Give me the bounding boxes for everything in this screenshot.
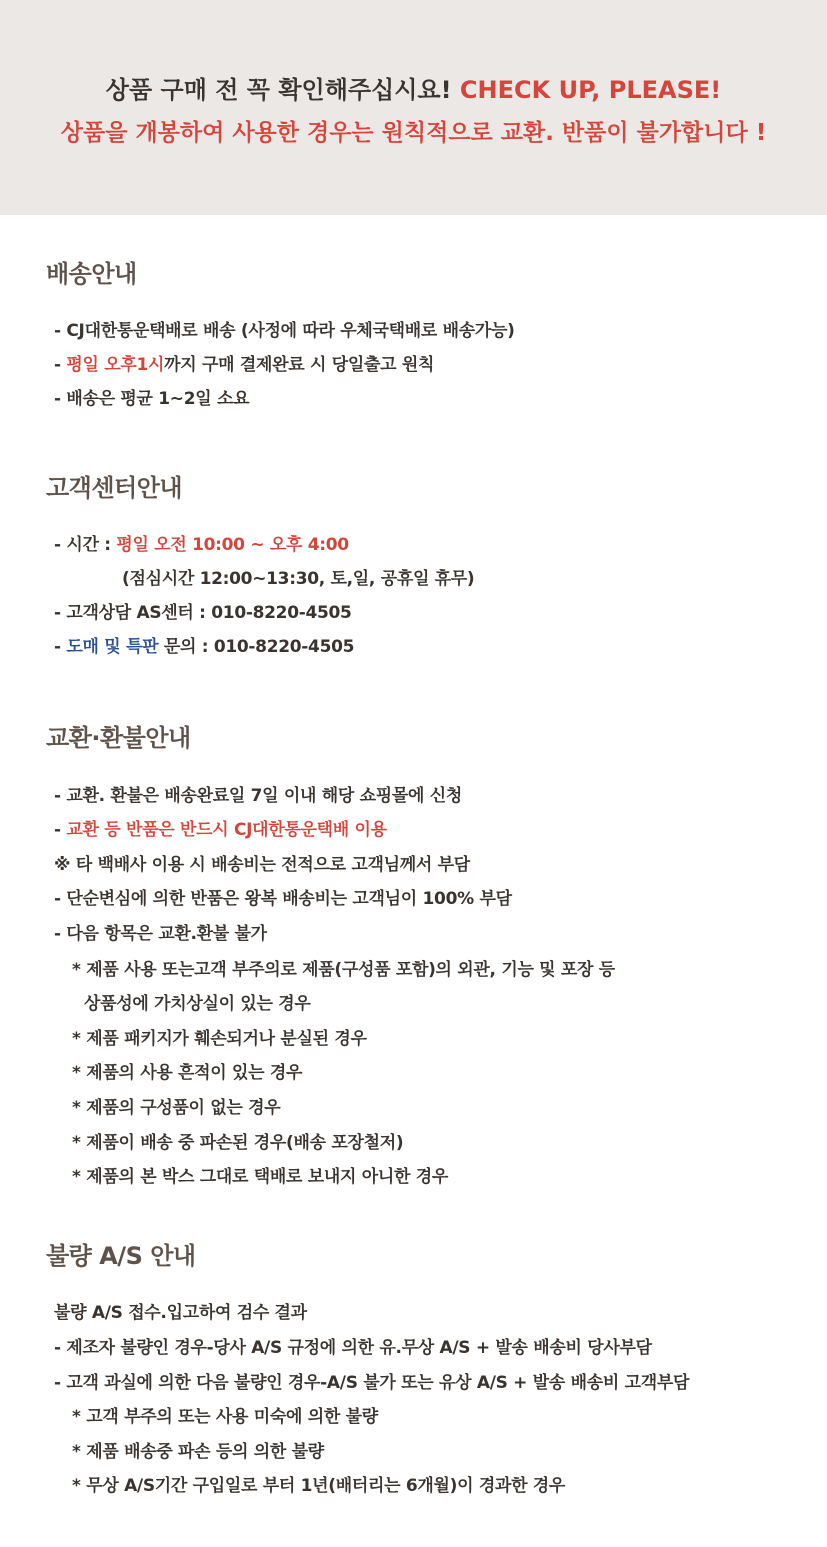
- as-line-1: 불량 A/S 접수.입고하여 검수 결과: [54, 1303, 307, 1323]
- exchange-line-11: * 제품이 배송 중 파손된 경우(배송 포장철저): [72, 1133, 404, 1153]
- cs-lunch: (점심시간 12:00~13:30, 토,일, 공휴일 휴무): [122, 569, 475, 589]
- banner-headline-english: CHECK UP, PLEASE!: [459, 76, 722, 104]
- exchange-line-12: * 제품의 본 박스 그대로 택배로 보내지 아니한 경우: [72, 1167, 448, 1187]
- exchange-line-10: * 제품의 구성품이 없는 경우: [72, 1098, 281, 1118]
- as-line-3: - 고객 과실에 의한 다음 불량인 경우-A/S 불가 또는 유상 A/S + 발송 배송비 고객부담: [54, 1373, 690, 1393]
- cs-as-center: - 고객상담 AS센터 : 010-8220-4505: [54, 603, 352, 623]
- shipping-cutoff-time: 평일 오후1시: [66, 355, 165, 375]
- cs-wholesale: [54, 632, 354, 657]
- shipping-title: 배송안내: [46, 260, 137, 288]
- shipping-line-3: - 배송은 평균 1~2일 소요: [54, 389, 250, 409]
- cs-hours-prefix: - 시간 :: [54, 535, 117, 555]
- cs-wholesale-phone: 문의 : 010-8220-4505: [158, 637, 355, 657]
- exchange-line-5: - 다음 항목은 교환.환불 불가: [54, 924, 267, 944]
- exchange-line-4: - 단순변심에 의한 반품은 왕복 배송비는 고객님이 100% 부담: [54, 889, 512, 909]
- shipping-line-2-prefix: -: [54, 355, 67, 375]
- exchange-line-2-prefix: -: [54, 820, 67, 840]
- cs-title: 고객센터안내: [46, 474, 183, 502]
- exchange-line-9: * 제품의 사용 흔적이 있는 경우: [72, 1063, 303, 1083]
- banner-headline-korean: 상품 구매 전 꼭 확인해주십시요!: [105, 76, 452, 104]
- as-line-4: * 고객 부주의 또는 사용 미숙에 의한 불량: [72, 1407, 378, 1427]
- exchange-line-6: * 제품 사용 또는고객 부주의로 제품(구성품 포함)의 외관, 기능 및 포장 등: [72, 960, 615, 980]
- exchange-line-2: [54, 815, 387, 840]
- exchange-courier-notice: 교환 등 반품은 반드시 CJ대한통운택배 이용: [66, 820, 387, 840]
- cs-hours: [54, 530, 349, 555]
- exchange-title: 교환·환불안내: [46, 724, 191, 752]
- as-line-6: * 무상 A/S기간 구입일로 부터 1년(배터리는 6개월)이 경과한 경우: [72, 1476, 566, 1496]
- cs-hours-value: 평일 오전 10:00 ~ 오후 4:00: [116, 535, 349, 555]
- as-title: 불량 A/S 안내: [46, 1242, 196, 1270]
- as-line-2: - 제조자 불량인 경우-당사 A/S 규정에 의한 유.무상 A/S + 발송 배송비 당사부담: [54, 1338, 652, 1358]
- exchange-line-3: ※ 타 백배사 이용 시 배송비는 전적으로 고객님께서 부담: [54, 855, 470, 875]
- banner-headline: [0, 70, 827, 105]
- exchange-line-8: * 제품 패키지가 훼손되거나 분실된 경우: [72, 1029, 367, 1049]
- as-line-5: * 제품 배송중 파손 등의 의한 불량: [72, 1442, 324, 1462]
- cs-wholesale-label: 도매 및 특판: [66, 637, 159, 657]
- shipping-line-2-rest: 까지 구매 결제완료 시 당일출고 원칙: [164, 355, 435, 375]
- shipping-line-2: [54, 350, 434, 375]
- shipping-line-1: - CJ대한통운택배로 배송 (사정에 따라 우체국택배로 배송가능): [54, 321, 515, 341]
- exchange-line-1: - 교환. 환불은 배송완료일 7일 이내 해당 쇼핑몰에 신청: [54, 786, 462, 806]
- cs-wholesale-prefix: -: [54, 637, 67, 657]
- exchange-line-7: 상품성에 가치상실이 있는 경우: [84, 994, 311, 1014]
- notice-banner: [0, 0, 827, 215]
- banner-warning: 상품을 개봉하여 사용한 경우는 원칙적으로 교환. 반품이 불가합니다 !: [60, 120, 767, 146]
